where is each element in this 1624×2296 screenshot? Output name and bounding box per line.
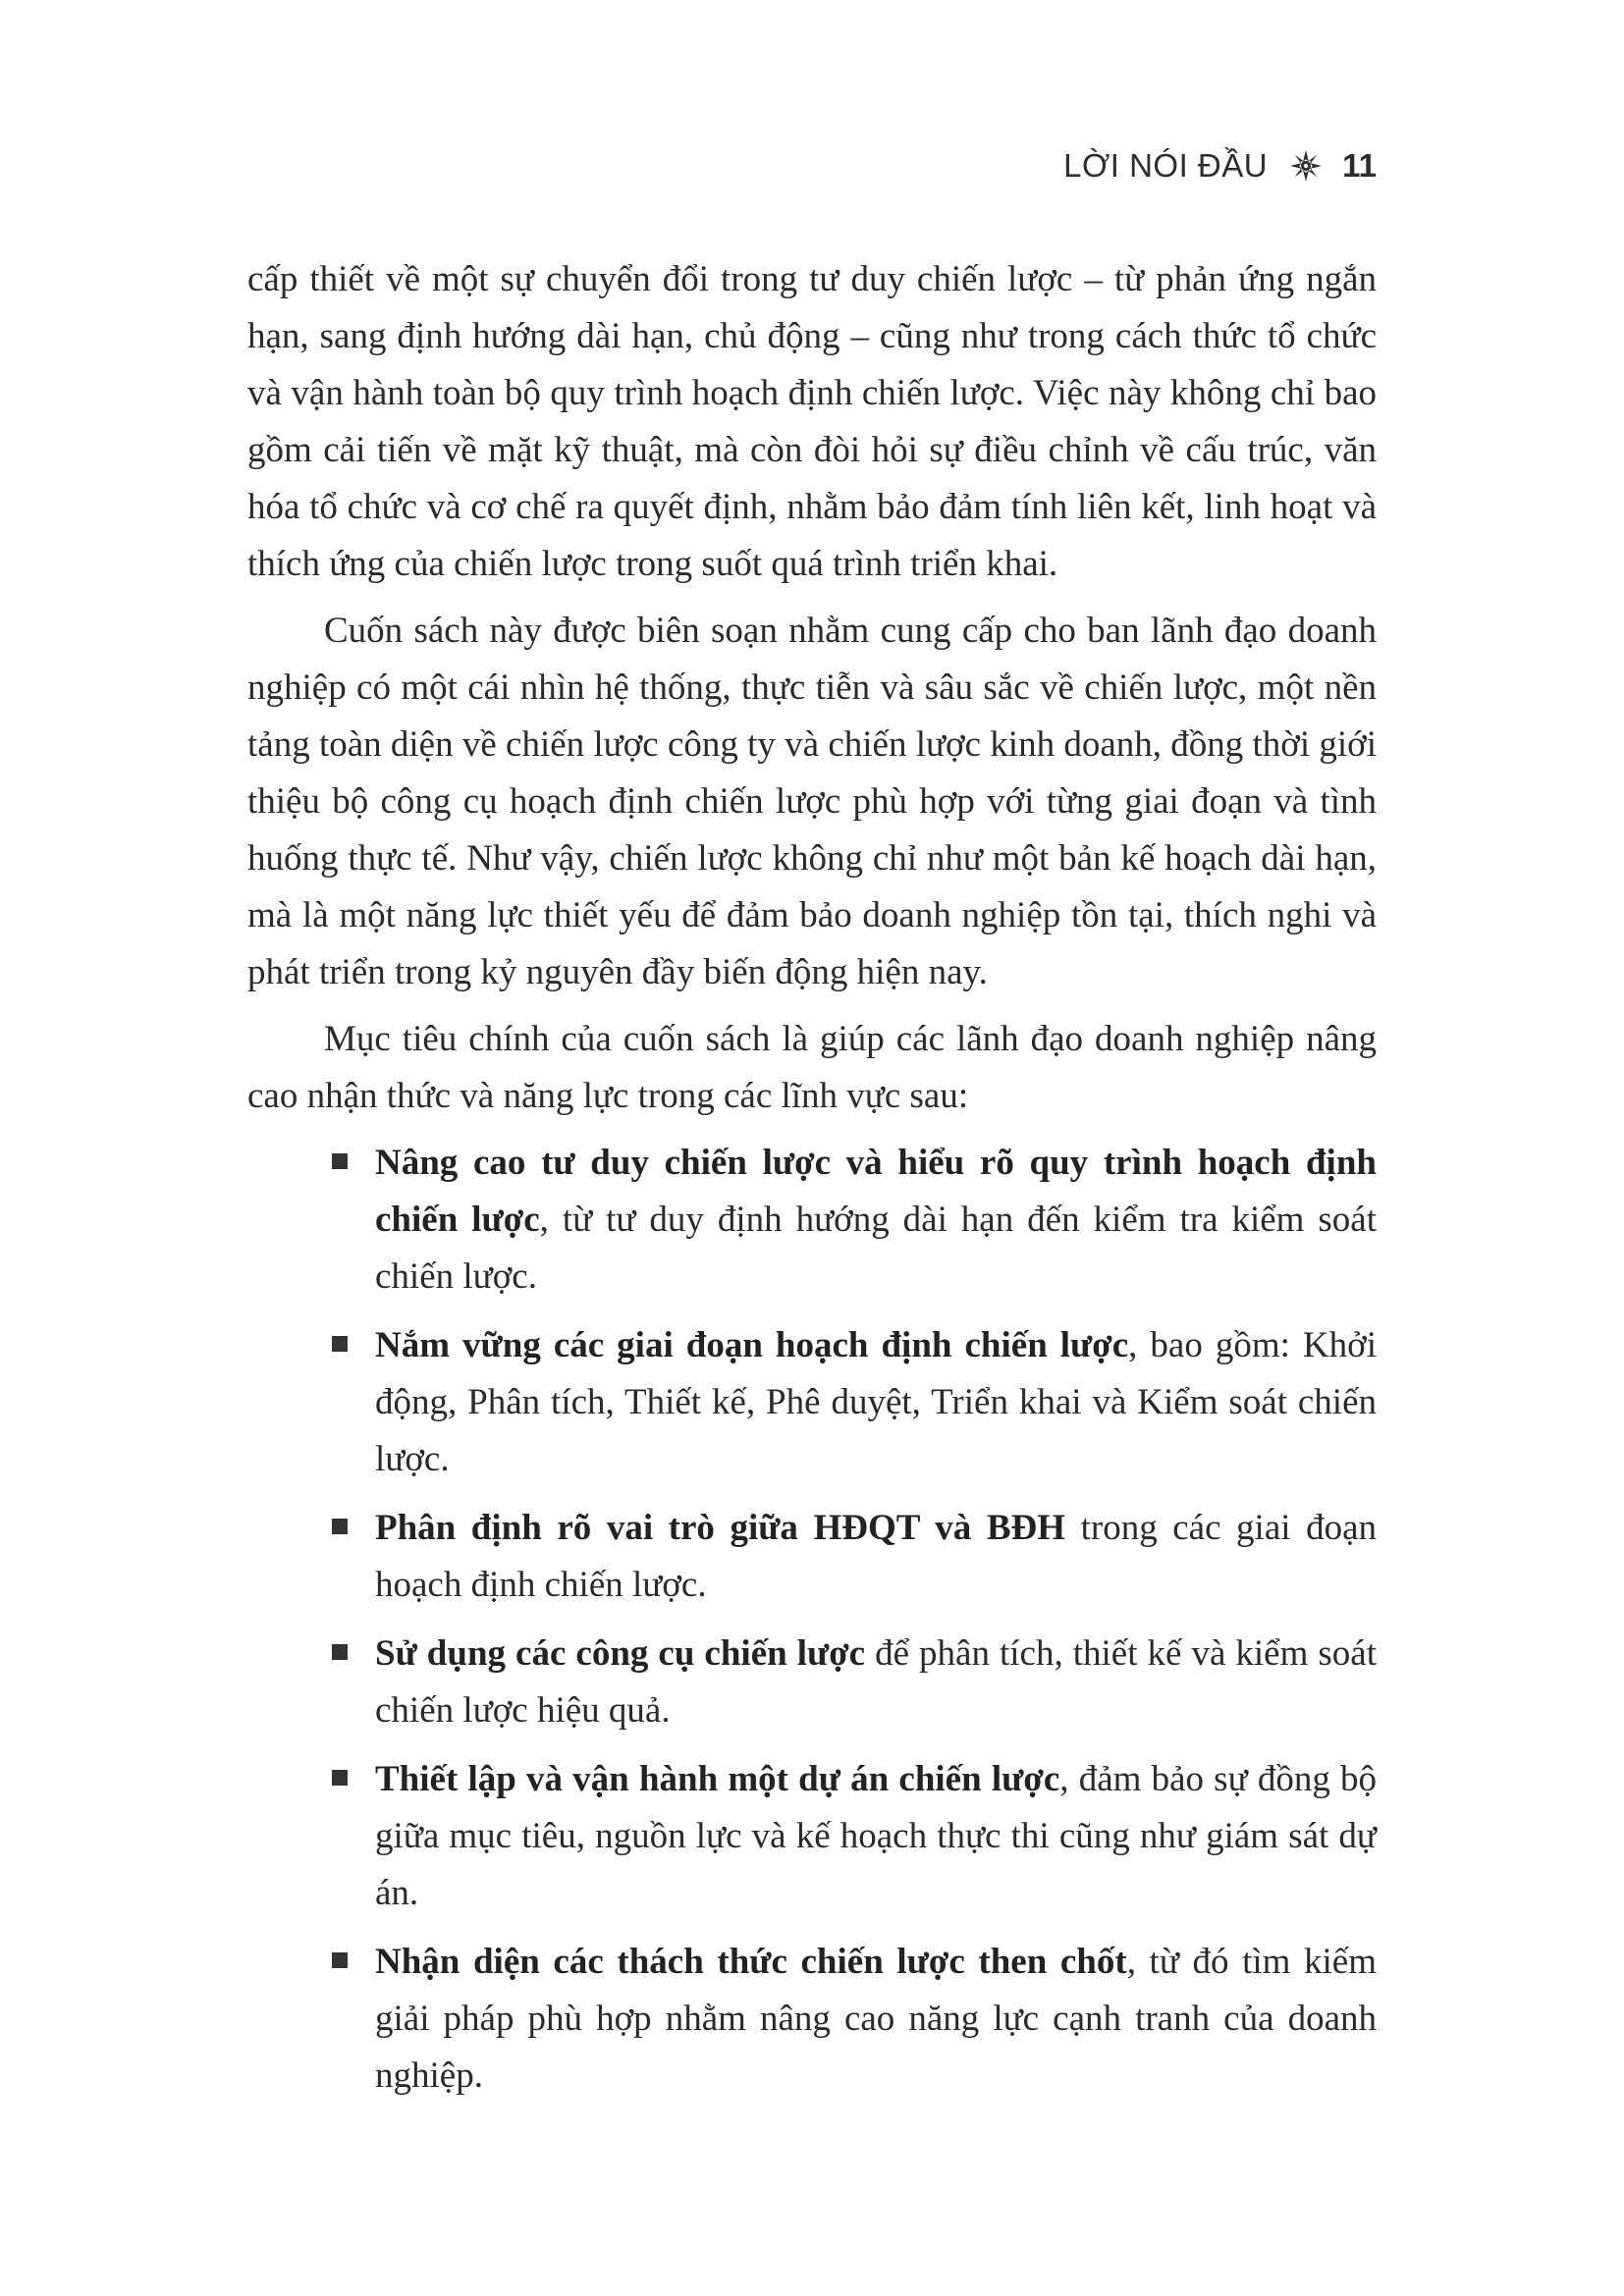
square-bullet-icon xyxy=(332,1644,348,1660)
paragraph-book-purpose: Cuốn sách này được biên soạn nhằm cung cấp cho ban lãnh đạo doanh nghiệp có một cái nhìn hệ thống, thực tiễn và sâu sắc về chiến lược, một nền tảng toàn diện về chiến lược công ty và chiến lược kinh doanh, đồng thời giới thiệu bộ công cụ hoạch định chiến lược phù hợp với từng giai đoạn và tình huống thực tế. Như vậy, chiến lược không chỉ như một bản kế hoạch dài hạn, mà là một năng lực thiết yếu để đảm bảo doanh nghiệp tồn tại, thích nghi và phát triển trong kỷ nguyên đầy biến động hiện nay. xyxy=(247,611,1377,992)
list-item xyxy=(247,1317,1377,1488)
objectives-list xyxy=(247,1135,1377,2105)
list-item-bold: Sử dụng các công cụ chiến lược xyxy=(375,1633,866,1674)
list-item xyxy=(247,1500,1377,1614)
list-item-bold: Nâng cao tư duy chiến lược và hiểu rõ quy trình hoạch định chiến lược xyxy=(375,1143,1377,1240)
list-item-text: để phân tích, thiết kế và kiểm soát chiến lược hiệu quả. xyxy=(375,1633,1377,1731)
running-header xyxy=(1063,147,1377,185)
list-item xyxy=(247,1934,1377,2105)
body-text xyxy=(247,251,1377,2116)
list-item xyxy=(247,1626,1377,1739)
page-number: 11 xyxy=(1342,147,1377,184)
list-item-text: , đảm bảo sự đồng bộ giữa mục tiêu, nguồn lực và kế hoạch thực thi cũng như giám sát dự án. xyxy=(375,1759,1378,1913)
list-item-text: , từ tư duy định hướng dài hạn đến kiểm tra kiểm soát chiến lược. xyxy=(375,1200,1377,1297)
list-item xyxy=(247,1135,1377,1306)
square-bullet-icon xyxy=(332,1770,348,1786)
list-item-bold: Thiết lập và vận hành một dự án chiến lược xyxy=(375,1759,1060,1799)
square-bullet-icon xyxy=(332,1519,348,1534)
square-bullet-icon xyxy=(332,1336,348,1352)
paragraph-objectives-intro: Mục tiêu chính của cuốn sách là giúp các lãnh đạo doanh nghiệp nâng cao nhận thức và năng lực trong các lĩnh vực sau: xyxy=(247,1019,1377,1116)
list-item-bold: Nắm vững các giai đoạn hoạch định chiến lược xyxy=(375,1325,1129,1365)
paragraph-continuation: cấp thiết về một sự chuyển đổi trong tư duy chiến lược – từ phản ứng ngắn hạn, sang định hướng dài hạn, chủ động – cũng như trong cách thức tổ chức và vận hành toàn bộ quy trình hoạch định chiến lược. Việc này không chỉ bao gồm cải tiến về mặt kỹ thuật, mà còn đòi hỏi sự điều chỉnh về cấu trúc, văn hóa tổ chức và cơ chế ra quyết định, nhằm bảo đảm tính liên kết, linh hoạt và thích ứng của chiến lược trong suốt quá trình triển khai. xyxy=(247,259,1377,584)
list-item-bold: Phân định rõ vai trò giữa HĐQT và BĐH xyxy=(375,1508,1066,1548)
list-item-bold: Nhận diện các thách thức chiến lược then chốt xyxy=(375,1942,1127,1982)
section-title: LỜI NÓI ĐẦU xyxy=(1063,147,1269,184)
list-item xyxy=(247,1751,1377,1922)
square-bullet-icon xyxy=(332,1153,348,1169)
star-ornament-icon xyxy=(1289,149,1323,183)
square-bullet-icon xyxy=(332,1952,348,1968)
list-item-text: , bao gồm: Khởi động, Phân tích, Thiết kế, Phê duyệt, Triển khai và Kiểm soát chiến lược. xyxy=(375,1325,1377,1479)
list-item-text: trong các giai đoạn hoạch định chiến lược. xyxy=(375,1508,1378,1605)
list-item-text: , từ đó tìm kiếm giải pháp phù hợp nhằm nâng cao năng lực cạnh tranh của doanh nghiệp. xyxy=(375,1942,1377,2096)
